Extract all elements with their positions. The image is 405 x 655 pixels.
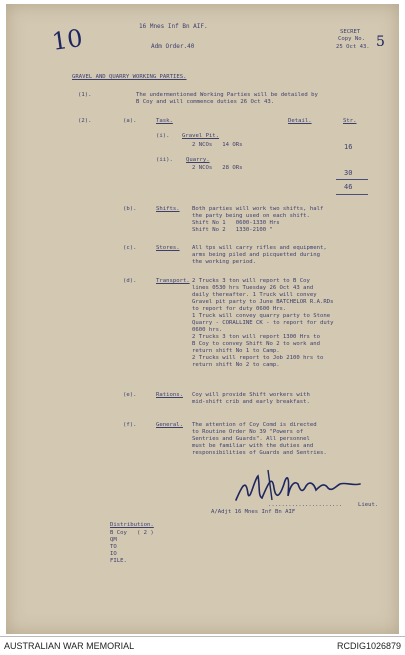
distribution-item-3: TO <box>110 544 117 550</box>
handwritten-page-number: 10 <box>50 24 85 56</box>
col-task-header: Task. <box>156 118 173 124</box>
para-2a-label: (a). <box>123 118 137 124</box>
archive-footer <box>0 636 405 655</box>
para-2d-heading: Transport. <box>156 278 190 284</box>
copy-label: Copy No. <box>338 36 365 42</box>
para-2c-line-1: All tps will carry rifles and equipment, <box>192 245 327 251</box>
para-2c-heading: Stores. <box>156 245 180 251</box>
distribution-item-4: IO <box>110 551 117 557</box>
para-2f-line-2: to Routine Order No 39 "Powers of <box>192 429 304 435</box>
order-date: 25 Oct 43. <box>336 44 370 50</box>
para-1-line-2: B Coy and will commence duties 26 Oct 43. <box>136 99 275 105</box>
para-2b-line-2: the party being used on each shift. <box>192 213 310 219</box>
total-rule-bottom <box>336 194 368 195</box>
archive-name: AUSTRALIAN WAR MEMORIAL <box>4 641 135 651</box>
para-2d-label: (d). <box>123 278 137 284</box>
para-2f-line-4: must be familiar with the duties and <box>192 443 314 449</box>
task-2-name: Quarry. <box>186 157 210 163</box>
para-2e-line-1: Coy will provide Shift workers with <box>192 392 310 398</box>
para-2d-line-11: return shift No 1 to Camp. <box>192 348 280 354</box>
total-strength: 46 <box>344 183 353 191</box>
task-1-number: (i). <box>156 133 170 139</box>
para-1-line-1: The undermentioned Working Parties will be detailed by <box>136 92 318 98</box>
para-2b-line-1: Both parties will work two shifts, half <box>192 206 324 212</box>
distribution-item-1: B Coy ( 2 ) <box>110 530 154 536</box>
para-2f-label: (f). <box>123 422 137 428</box>
unit-header: 16 Mnes Inf Bn AIF. <box>139 23 208 30</box>
para-2f-line-1: The attention of Coy Comd is directed <box>192 422 317 428</box>
para-2e-label: (e). <box>123 392 137 398</box>
para-2b-line-3: Shift No 1 0600-1330 Hrs <box>192 220 280 226</box>
para-2b-label: (b). <box>123 206 137 212</box>
task-2-detail: 2 NCOs 28 ORs <box>192 165 243 171</box>
document-page <box>6 4 399 634</box>
signature-dotted-line: ...................... <box>268 502 343 508</box>
col-str-header: Str. <box>343 118 357 124</box>
para-2f-line-3: Sentries and Guards". All personnel <box>192 436 310 442</box>
task-2-number: (ii). <box>156 157 173 163</box>
para-2d-line-10: B Coy to convey Shift No 2 to work and <box>192 341 320 347</box>
classification: SECRET <box>340 29 361 35</box>
para-2d-line-13: return shift No 2 to camp. <box>192 362 280 368</box>
handwritten-copy-number: 5 <box>376 34 385 50</box>
task-1-strength: 16 <box>344 143 353 151</box>
col-detail-header: Detail. <box>288 118 312 124</box>
signatory-appointment: A/Adjt 16 Mnes Inf Bn AIF <box>211 509 296 515</box>
total-rule-top <box>336 179 368 180</box>
order-number: Adm Order.40 <box>151 43 195 50</box>
para-2d-line-4: Gravel pit party to June BATCHELOR R.A.RDs <box>192 299 334 305</box>
para-2d-line-3: daily thereafter. 1 Truck will convey <box>192 292 317 298</box>
para-2d-line-8: 0600 hrs. <box>192 327 223 333</box>
task-2-strength: 30 <box>344 169 353 177</box>
para-2c-line-3: the working period. <box>192 259 256 265</box>
para-2c-label: (c). <box>123 245 137 251</box>
distribution-item-5: FILE. <box>110 558 127 564</box>
distribution-heading: Distribution. <box>110 522 154 528</box>
para-2b-line-4: Shift No 2 1330-2100 " <box>192 227 273 233</box>
para-2b-heading: Shifts. <box>156 206 180 212</box>
para-1-number: (1). <box>78 92 92 98</box>
para-2d-line-7: Quarry - CORALLINE CK - to report for duty <box>192 320 334 326</box>
para-2f-line-5: responsibilities of Guards and Sentries. <box>192 450 327 456</box>
archive-reference: RCDIG1026879 <box>336 641 401 651</box>
para-2c-line-2: arms being piled and picquetted during <box>192 252 320 258</box>
task-1-detail: 2 NCOs 14 ORs <box>192 142 243 148</box>
para-2e-line-2: mid-shift crib and early breakfast. <box>192 399 310 405</box>
para-2e-heading: Rations. <box>156 392 183 398</box>
para-2f-heading: General. <box>156 422 183 428</box>
para-2d-line-5: to report for duty 0600 Hrs. <box>192 306 287 312</box>
para-2d-line-1: 2 Trucks 3 ton will report to B Coy <box>192 278 310 284</box>
task-1-name: Gravel Pit. <box>182 133 220 139</box>
para-2-number: (2). <box>78 118 92 124</box>
signatory-rank: Lieut. <box>358 502 379 508</box>
para-2d-line-12: 2 Trucks will report to Job 2100 hrs to <box>192 355 324 361</box>
document-title: GRAVEL AND QUARRY WORKING PARTIES. <box>72 74 187 80</box>
para-2d-line-9: 2 Trucks 3 ton will report 1300 Hrs to <box>192 334 320 340</box>
para-2d-line-2: lines 0530 hrs Tuesday 26 Oct 43 and <box>192 285 314 291</box>
para-2d-line-6: 1 Truck will convey quarry party to Stone <box>192 313 331 319</box>
distribution-item-2: QM <box>110 537 117 543</box>
